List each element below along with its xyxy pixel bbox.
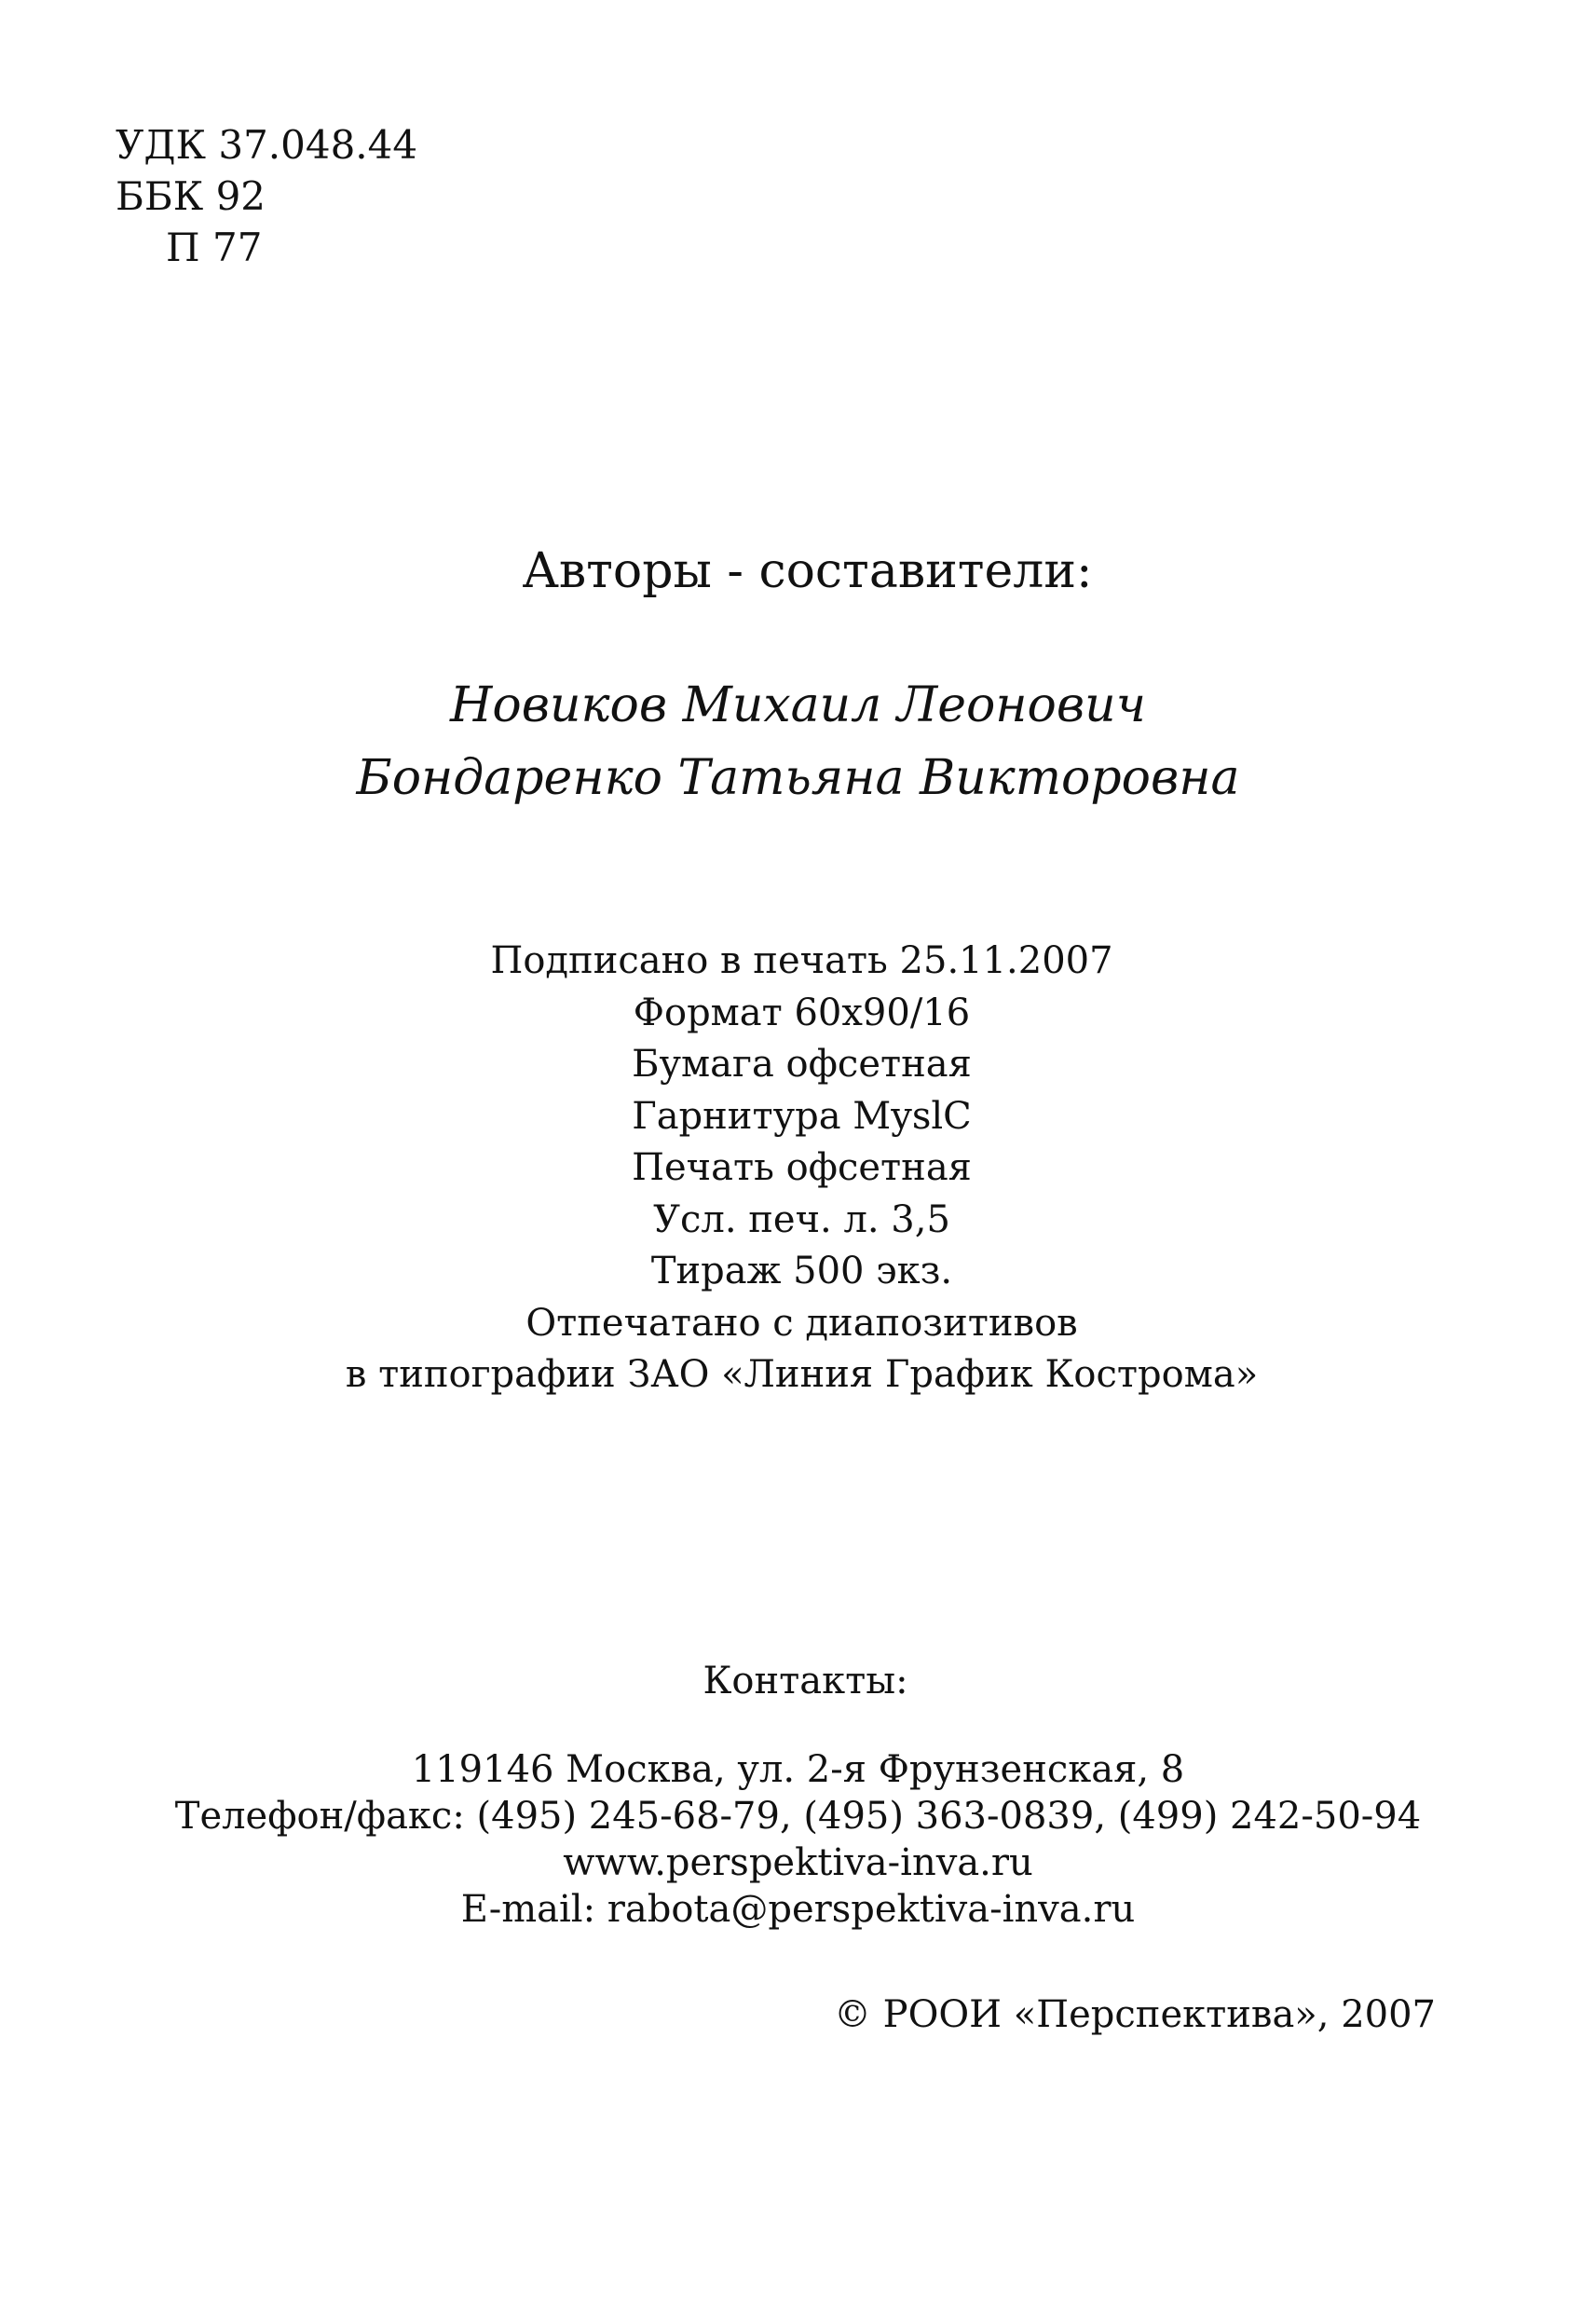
print-info-line: Формат 60х90/16	[633, 991, 971, 1034]
print-info-line: в типографии ЗАО «Линия График Кострома»	[345, 1353, 1259, 1396]
print-info-line: Подписано в печать 25.11.2007	[490, 939, 1113, 982]
contact-website: www.perspektiva-inva.ru	[563, 1841, 1033, 1884]
author-names	[0, 669, 1596, 814]
print-info-line: Печать офсетная	[632, 1146, 972, 1189]
print-info-block	[0, 936, 1596, 1402]
contact-phone: Телефон/факс: (495) 245-68-79, (495) 363-0839, (499) 242-50-94	[174, 1795, 1422, 1838]
print-info-line: Отпечатано с диапозитивов	[525, 1301, 1078, 1345]
bbk-code: ББК 92	[116, 173, 266, 219]
print-info-line: Тираж 500 экз.	[650, 1250, 953, 1292]
contacts-block	[0, 1746, 1596, 1933]
copyright-notice: © РООИ «Перспектива», 2007	[833, 1993, 1436, 2036]
author-name: Новиков Михаил Леонович	[450, 677, 1146, 733]
print-info-line: Гарнитура MyslC	[632, 1094, 972, 1138]
print-info-line: Бумага офсетная	[632, 1043, 972, 1086]
udk-code: УДК 37.048.44	[116, 122, 418, 168]
print-info-line: Усл. печ. л. 3,5	[653, 1197, 950, 1241]
classification-block	[116, 119, 417, 273]
contact-email: E-mail: rabota@perspektiva-inva.ru	[460, 1888, 1136, 1931]
author-mark: П 77	[166, 225, 263, 270]
contacts-heading: Контакты:	[703, 1660, 908, 1702]
contact-address: 119146 Москва, ул. 2-я Фрунзенская, 8	[411, 1748, 1185, 1791]
authors-heading: Авторы - составители:	[522, 543, 1093, 599]
author-name: Бондаренко Татьяна Викторовна	[356, 750, 1240, 806]
